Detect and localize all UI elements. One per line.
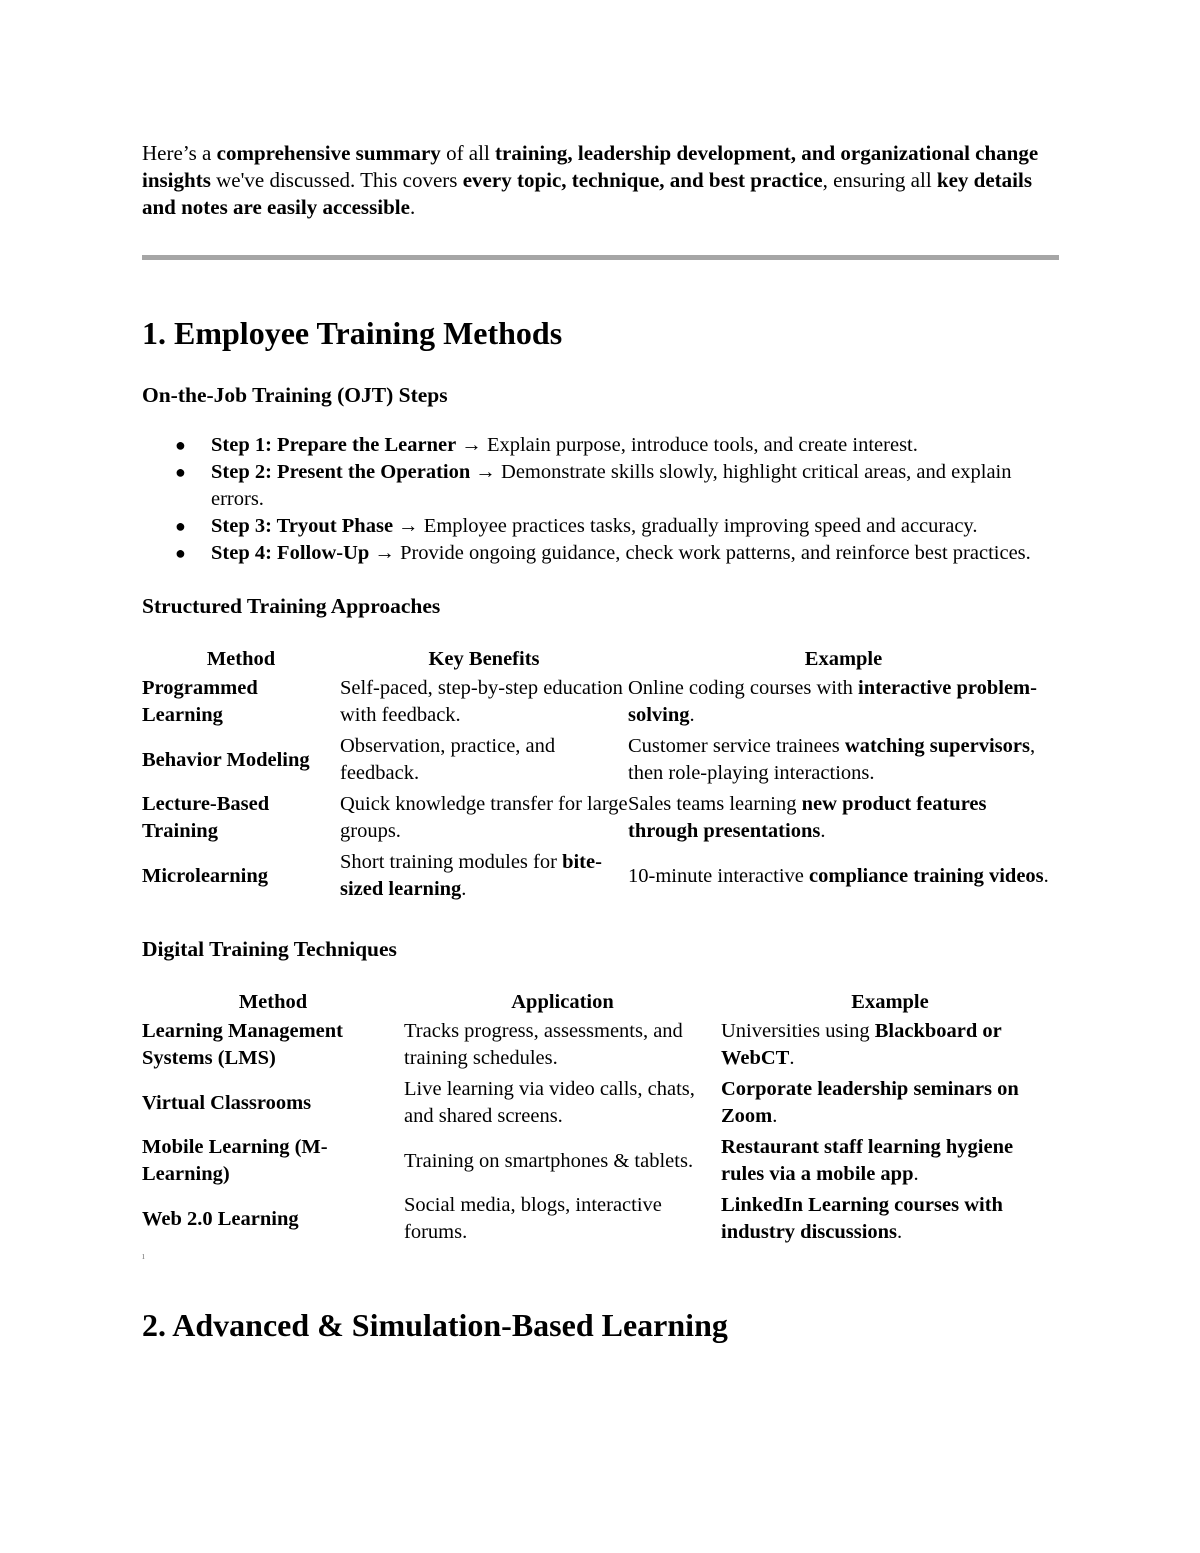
horizontal-rule bbox=[142, 255, 1059, 260]
digital-table bbox=[142, 989, 1059, 1250]
table-row bbox=[142, 1134, 1059, 1192]
list-item bbox=[175, 432, 1059, 459]
ojt-steps-list bbox=[142, 432, 1059, 567]
example-cell bbox=[721, 1018, 1059, 1076]
cell-emphasis: LinkedIn Learning courses with industry discussions bbox=[721, 1194, 1003, 1243]
structured-table bbox=[142, 646, 1059, 907]
cell-text: , then role-playing interactions. bbox=[628, 735, 1036, 784]
cell-text: Short training modules for bbox=[340, 851, 563, 873]
intro-emphasis: every topic, technique, and best practice bbox=[462, 168, 823, 192]
example-cell bbox=[628, 791, 1059, 849]
intro-text: Here’s a bbox=[142, 141, 217, 165]
method-cell: Lecture-Based Training bbox=[142, 793, 270, 842]
example-cell bbox=[628, 849, 1059, 907]
column-header: Application bbox=[511, 991, 614, 1013]
bullet-icon: ● bbox=[175, 462, 186, 482]
document-page bbox=[142, 140, 1059, 1345]
step-text: → Provide ongoing guidance, check work patterns, and reinforce best practices. bbox=[369, 542, 1031, 564]
digital-heading: Digital Training Techniques bbox=[142, 937, 397, 961]
cell-text: . bbox=[1043, 864, 1049, 887]
example-cell bbox=[628, 733, 1059, 791]
column-header: Method bbox=[206, 648, 276, 670]
table-row bbox=[142, 1192, 1059, 1250]
section-1-title: 1. Employee Training Methods bbox=[142, 315, 563, 351]
column-header: Method bbox=[238, 991, 308, 1013]
intro-emphasis: key details and notes are easily accessible bbox=[142, 168, 1033, 219]
method-cell: Virtual Classrooms bbox=[142, 1091, 312, 1114]
cell-emphasis: compliance training videos bbox=[809, 864, 1044, 887]
stray-mark: ı bbox=[142, 1251, 145, 1262]
column-header: Key Benefits bbox=[428, 648, 540, 670]
application-cell: Social media, blogs, interactive forums. bbox=[404, 1194, 662, 1243]
column-header: Example bbox=[804, 648, 883, 670]
method-cell: Mobile Learning (M-Learning) bbox=[142, 1136, 328, 1185]
application-cell: Training on smartphones & tablets. bbox=[404, 1149, 694, 1172]
method-cell: Learning Management Systems (LMS) bbox=[142, 1020, 343, 1069]
step-label: Step 1: Prepare the Learner bbox=[211, 434, 457, 456]
cell-text: Customer service trainees bbox=[628, 735, 845, 757]
benefit-cell bbox=[340, 675, 628, 733]
cell-emphasis: Corporate leadership seminars on Zoom bbox=[721, 1078, 1019, 1127]
section-2-title: 2. Advanced & Simulation-Based Learning bbox=[142, 1307, 728, 1343]
benefit-cell bbox=[340, 733, 628, 791]
cell-emphasis: new product features through presentations bbox=[628, 793, 987, 842]
column-header: Example bbox=[851, 991, 929, 1013]
table-row bbox=[142, 1076, 1059, 1134]
cell-text: Observation, practice, and feedback. bbox=[340, 735, 556, 784]
cell-emphasis: Blackboard or WebCT bbox=[721, 1020, 1002, 1069]
application-cell: Live learning via video calls, chats, and shared screens. bbox=[404, 1078, 695, 1127]
intro-text: , ensuring all bbox=[822, 168, 937, 192]
step-label: Step 2: Present the Operation bbox=[211, 461, 471, 483]
cell-text: . bbox=[820, 820, 826, 842]
table-header-row bbox=[142, 989, 1059, 1018]
table-row bbox=[142, 1018, 1059, 1076]
cell-text: Online coding courses with bbox=[628, 677, 859, 699]
step-text: → Employee practices tasks, gradually improving speed and accuracy. bbox=[393, 515, 978, 537]
step-label: Step 3: Tryout Phase bbox=[211, 515, 394, 537]
cell-text: 10-minute interactive bbox=[628, 864, 810, 887]
method-cell: Microlearning bbox=[142, 864, 269, 887]
cell-text: Universities using bbox=[721, 1020, 875, 1042]
intro-text: we've discussed. This covers bbox=[210, 168, 463, 192]
table-header-row bbox=[142, 646, 1059, 675]
intro-text: . bbox=[409, 195, 416, 219]
example-cell bbox=[721, 1076, 1059, 1134]
intro-text: of all bbox=[440, 141, 496, 165]
bullet-icon: ● bbox=[175, 516, 186, 536]
cell-text: Sales teams learning bbox=[628, 793, 802, 815]
method-cell: Programmed Learning bbox=[142, 677, 258, 726]
cell-text: . bbox=[913, 1163, 919, 1185]
step-text: → Demonstrate skills slowly, highlight critical areas, and explain errors. bbox=[211, 461, 1012, 510]
bullet-icon: ● bbox=[175, 435, 186, 455]
example-cell bbox=[628, 675, 1059, 733]
benefit-cell bbox=[340, 849, 628, 907]
step-label: Step 4: Follow-Up bbox=[211, 542, 370, 564]
cell-emphasis: bite-sized learning bbox=[340, 851, 602, 900]
table-row bbox=[142, 791, 1059, 849]
cell-text: . bbox=[772, 1105, 778, 1127]
cell-text: . bbox=[461, 878, 467, 900]
step-text: → Explain purpose, introduce tools, and create interest. bbox=[456, 434, 918, 456]
method-cell: Behavior Modeling bbox=[142, 748, 310, 771]
table-row bbox=[142, 733, 1059, 791]
cell-emphasis: watching supervisors bbox=[844, 735, 1030, 757]
intro-paragraph bbox=[142, 140, 1059, 221]
benefit-cell bbox=[340, 791, 628, 849]
intro-emphasis: training, leadership development, and organizational change insights bbox=[142, 141, 1039, 192]
method-cell: Web 2.0 Learning bbox=[142, 1207, 299, 1230]
example-cell bbox=[721, 1134, 1059, 1192]
cell-emphasis: interactive problem-solving bbox=[628, 677, 1037, 726]
bullet-icon: ● bbox=[175, 543, 186, 563]
ojt-heading: On-the-Job Training (OJT) Steps bbox=[142, 383, 448, 407]
cell-text: . bbox=[689, 704, 695, 726]
cell-text: . bbox=[897, 1221, 903, 1243]
table-row bbox=[142, 849, 1059, 907]
structured-heading: Structured Training Approaches bbox=[142, 594, 441, 618]
application-cell: Tracks progress, assessments, and training schedules. bbox=[404, 1020, 683, 1069]
list-item bbox=[175, 513, 1059, 540]
list-item bbox=[175, 540, 1059, 567]
example-cell bbox=[721, 1192, 1059, 1250]
intro-emphasis: comprehensive summary bbox=[216, 141, 441, 165]
table-row bbox=[142, 675, 1059, 733]
list-item bbox=[175, 459, 1059, 513]
cell-text: Quick knowledge transfer for large groups. bbox=[340, 793, 628, 842]
cell-emphasis: Restaurant staff learning hygiene rules via a mobile app bbox=[721, 1136, 1014, 1185]
cell-text: . bbox=[789, 1047, 795, 1069]
cell-text: Self-paced, step-by-step education with feedback. bbox=[340, 677, 623, 726]
